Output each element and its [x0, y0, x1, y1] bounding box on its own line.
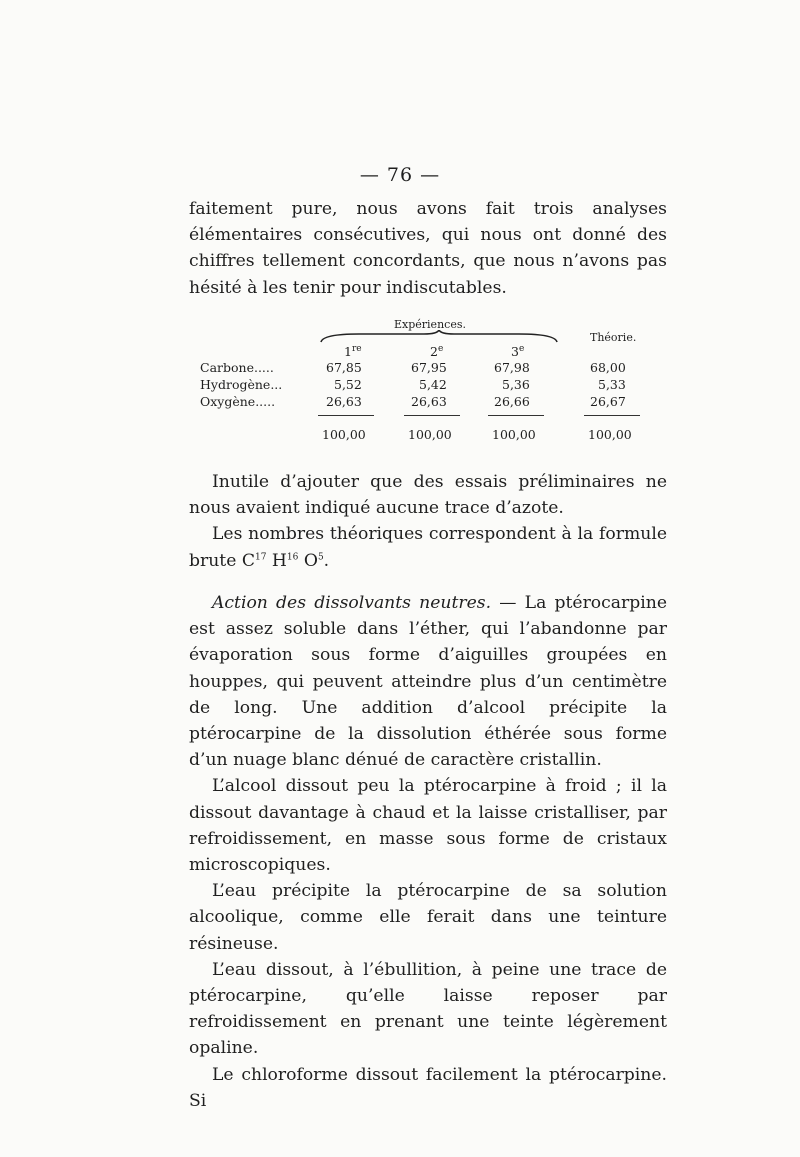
table-cell: 26,67	[590, 394, 626, 409]
table-cell: 5,33	[598, 377, 626, 392]
paragraph-ether: Action des dissolvants neutres. — La ptérocarpine est assez soluble dans l’éther, qui l’abandonne par évaporation sous forme d’aiguilles groupées en houppes, qui peuvent atteindre plus d’un centimètre de long. Une addition d’alcool précipite la ptérocarpine de la dissolution éthérée sous forme d’un nuage blanc dénué de caractère cristallin.	[189, 593, 667, 771]
table-cell: 26,63	[326, 394, 362, 409]
total-cell: 100,00	[492, 427, 536, 442]
paragraph-eau-precipite: L’eau précipite la ptérocarpine de sa solution alcoolique, comme elle ferait dans une teinture résineuse.	[189, 881, 667, 954]
paragraph-alcool: L’alcool dissout peu la ptérocarpine à froid ; il la dissout davantage à chaud et la laisse cristalliser, par refroidissement, en masse sous forme de cristaux microscopiques.	[189, 776, 667, 876]
page-number: — 76 —	[359, 164, 441, 186]
section-title: Action des dissolvants neutres.	[212, 593, 492, 613]
total-cell: 100,00	[588, 427, 632, 442]
paragraph-chloroforme: Le chloroforme dissout facilement la ptérocarpine. Si	[189, 1064, 667, 1111]
paragraph-group-results	[189, 469, 667, 574]
paragraph-eau-ebullition: L’eau dissout, à l’ébullition, à peine une trace de ptérocarpine, qu’elle laisse reposer par refroidissement en prenant une teinte légèrement opaline.	[189, 959, 667, 1059]
analysis-table	[0, 0, 800, 460]
sum-rule	[404, 415, 460, 416]
table-cell: 5,42	[419, 377, 447, 392]
experiences-brace	[319, 330, 559, 344]
total-cell: 100,00	[322, 427, 366, 442]
theorie-header: Théorie.	[590, 331, 637, 344]
col-header-3: 3e	[511, 343, 525, 359]
table-cell: 67,85	[326, 360, 362, 375]
sum-rule	[584, 415, 640, 416]
sum-rule	[318, 415, 374, 416]
paragraph-azote: Inutile d’ajouter que des essais préliminaires ne nous avaient indiqué aucune trace d’azote.	[189, 472, 667, 519]
formula: $C^{17}$ $H^{16}$ $O^5$.	[241, 550, 330, 571]
table-cell: 5,52	[334, 377, 362, 392]
experiences-header: Expériences.	[394, 318, 466, 331]
row-label-oxygene: Oxygène.....	[200, 394, 276, 409]
table-cell: 68,00	[590, 360, 626, 375]
section-dissolvants	[189, 590, 667, 1114]
sum-rule	[488, 415, 544, 416]
col-header-1: 1re	[344, 343, 362, 359]
total-cell: 100,00	[408, 427, 452, 442]
row-label-carbone: Carbone.....	[200, 360, 274, 375]
table-cell: 67,98	[494, 360, 530, 375]
table-cell: 26,66	[494, 394, 530, 409]
paragraph-text: faitement pure, nous avons fait trois analyses élémentaires consécutives, qui nous ont donné des chiffres tellement concordants, que nous n’avons pas hésité à les tenir pour indiscutables.	[189, 199, 667, 298]
row-label-hydrogene: Hydrogène...	[200, 377, 283, 392]
table-cell: 26,63	[411, 394, 447, 409]
col-header-2: 2e	[430, 343, 444, 359]
paragraph-formula: Les nombres théoriques correspondent à la formule brute $C^{17}$ $H^{16}$ $O^5$.	[189, 524, 667, 571]
table-cell: 5,36	[502, 377, 530, 392]
table-cell: 67,95	[411, 360, 447, 375]
